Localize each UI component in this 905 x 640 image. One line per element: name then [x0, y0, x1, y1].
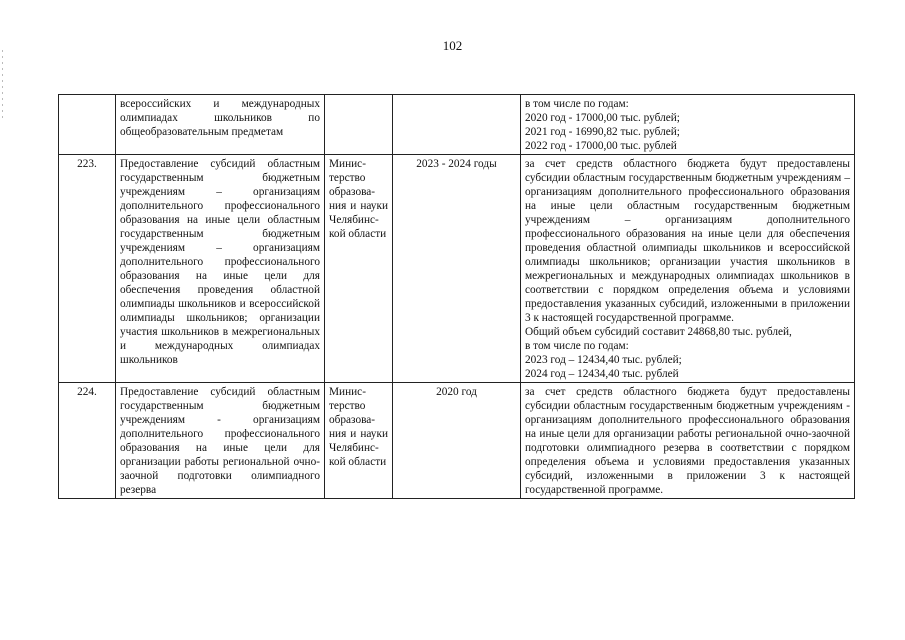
executor: Минис-терство образова-ния и науки Челябинс-кой области	[325, 383, 393, 499]
executor	[325, 95, 393, 155]
description-line: в том числе по годам:	[525, 340, 629, 352]
description	[521, 95, 855, 155]
row-number: 224.	[59, 383, 116, 499]
executor: Минис-терство образова-ния и науки Челябинс-кой области	[325, 155, 393, 383]
description-line: 2024 год – 12434,40 тыс. рублей	[525, 368, 679, 380]
description-line: за счет средств областного бюджета будут предоставлены субсидии областным государственным бюджетным учреждениям – организациям дополнительного профессионального образования на иные цели областным государственным бюджетным учреждениям – организациям дополнительного профессионального образования на иные цели для обеспечения проведения областной олимпиады школьников и всероссийской олимпиады школьников; организации участия школьников в межрегиональных и международных олимпиадах школьников в соответствии с порядком определения объема и условиями предоставления указанных субсидий, изложенными в приложении 3 к настоящей государственной программе.	[525, 158, 850, 324]
description-line: 2021 год - 16990,82 тыс. рублей;	[525, 126, 680, 138]
table-row	[59, 383, 855, 499]
description-line: 2020 год - 17000,00 тыс. рублей;	[525, 112, 680, 124]
description-line: за счет средств областного бюджета будут предоставлены субсидии областным государственным бюджетным учреждениям - организациям дополнительного профессионального образования на иные цели для организации работы региональной очно-заочной подготовки олимпиадного резерва в соответствии с порядком определения объема и условиями предоставления указанных субсидий, изложенными в приложении 3 к настоящей государственной программе.	[525, 386, 850, 496]
event-name: Предоставление субсидий областным государственным бюджетным учреждениям – организациям дополнительного профессионального образования на иные цели областным государственным бюджетным учреждениям – организациям дополнительного профессионального образования на иные цели для обеспечения проведения областной олимпиады школьников и всероссийской олимпиады школьников; организации участия школьников в межрегиональных и международных олимпиадах школьников	[116, 155, 325, 383]
description-line: в том числе по годам:	[525, 98, 629, 110]
description-line: 2022 год - 17000,00 тыс. рублей	[525, 140, 677, 152]
period: 2020 год	[393, 383, 521, 499]
page-number: 102	[442, 38, 463, 53]
description-line: 2023 год – 12434,40 тыс. рублей;	[525, 354, 682, 366]
period: 2023 - 2024 годы	[393, 155, 521, 383]
table-row	[59, 155, 855, 383]
description	[521, 155, 855, 383]
description	[521, 383, 855, 499]
period	[393, 95, 521, 155]
table-row	[59, 95, 855, 155]
program-measures-table	[58, 94, 855, 499]
event-name: всероссийских и международных олимпиадах школьников по общеобразовательным предметам	[116, 95, 325, 155]
scan-artifact	[2, 50, 3, 120]
event-name: Предоставление субсидий областным государственным бюджетным учреждениям - организациям дополнительного профессионального образования на иные цели для организации работы региональной очно-заочной подготовки олимпиадного резерва	[116, 383, 325, 499]
description-line: Общий объем субсидий составит 24868,80 тыс. рублей,	[525, 326, 792, 338]
row-number: 223.	[59, 155, 116, 383]
row-number	[59, 95, 116, 155]
